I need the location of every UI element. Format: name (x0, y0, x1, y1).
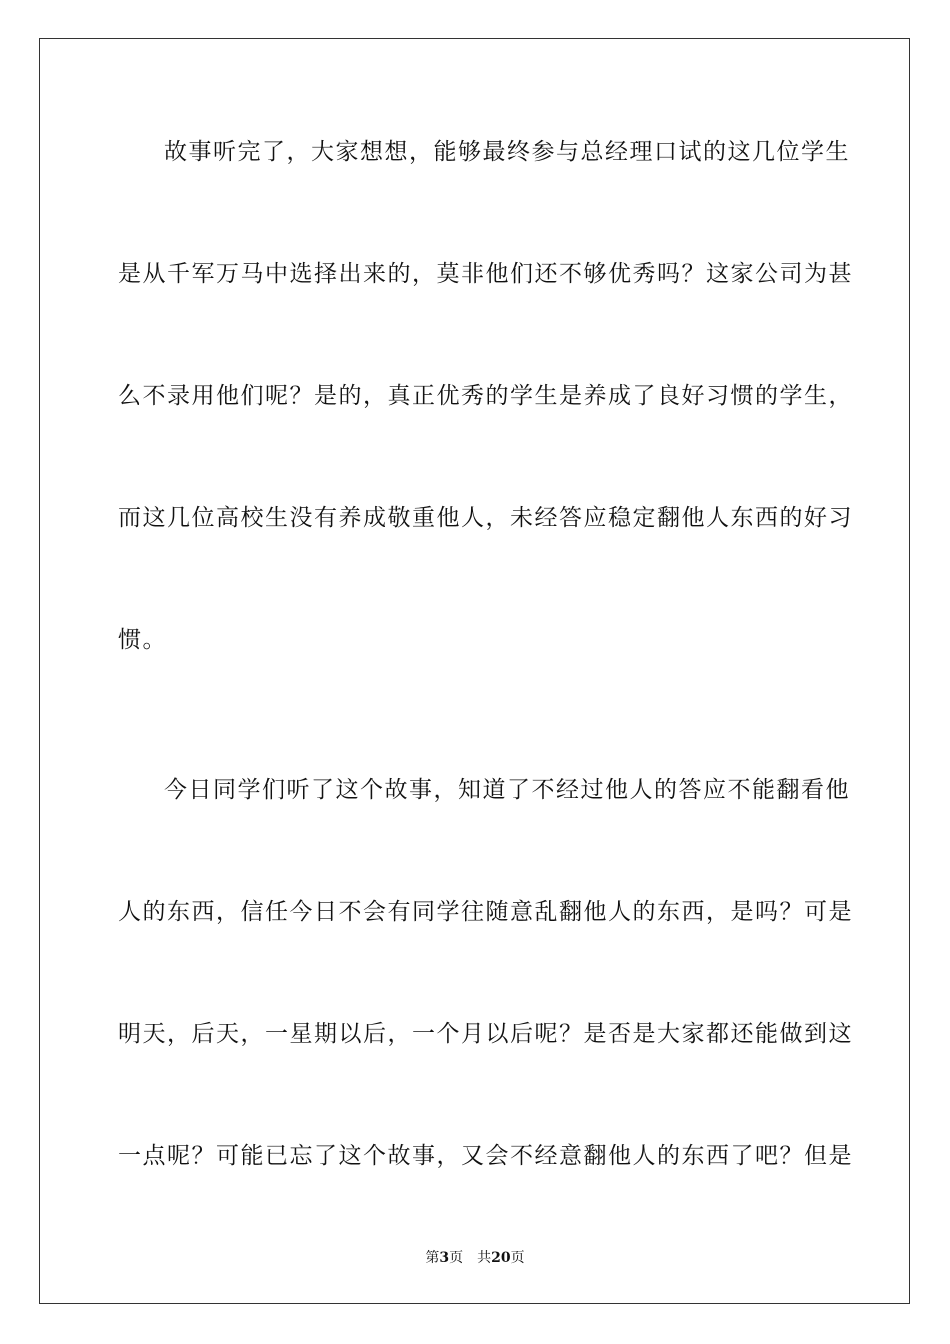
paragraph-1-line-3: 么不录用他们呢？是的，真正优秀的学生是养成了良好习惯的学生， (118, 383, 853, 409)
paragraph-2-line-2: 人的东西，信任今日不会有同学往随意乱翻他人的东西，是吗？可是 (118, 899, 853, 925)
total-prefix: 共 (477, 1250, 492, 1266)
page-frame (39, 38, 910, 1304)
paragraph-1-line-1: 故事听完了，大家想想，能够最终参与总经理口试的这几位学生 (164, 139, 850, 165)
page-number: 3 (439, 1250, 450, 1266)
paragraph-2-line-1: 今日同学们听了这个故事，知道了不经过他人的答应不能翻看他 (164, 777, 850, 803)
paragraph-1-line-5: 惯。 (118, 627, 167, 653)
paragraph-2-line-3: 明天，后天，一星期以后，一个月以后呢？是否是大家都还能做到这 (118, 1021, 853, 1047)
paragraph-1-line-4: 而这几位高校生没有养成敬重他人，未经答应稳定翻他人东西的好习 (118, 505, 853, 531)
total-pages: 20 (491, 1250, 511, 1266)
page-suffix: 页 (449, 1250, 464, 1266)
page-prefix: 第 (425, 1250, 440, 1266)
paragraph-1-line-2: 是从千军万马中选择出来的，莫非他们还不够优秀吗？这家公司为甚 (118, 261, 853, 287)
paragraph-2-line-4: 一点呢？可能已忘了这个故事，又会不经意翻他人的东西了吧？但是 (118, 1143, 853, 1169)
total-suffix: 页 (510, 1250, 525, 1266)
page-footer (0, 1249, 950, 1267)
